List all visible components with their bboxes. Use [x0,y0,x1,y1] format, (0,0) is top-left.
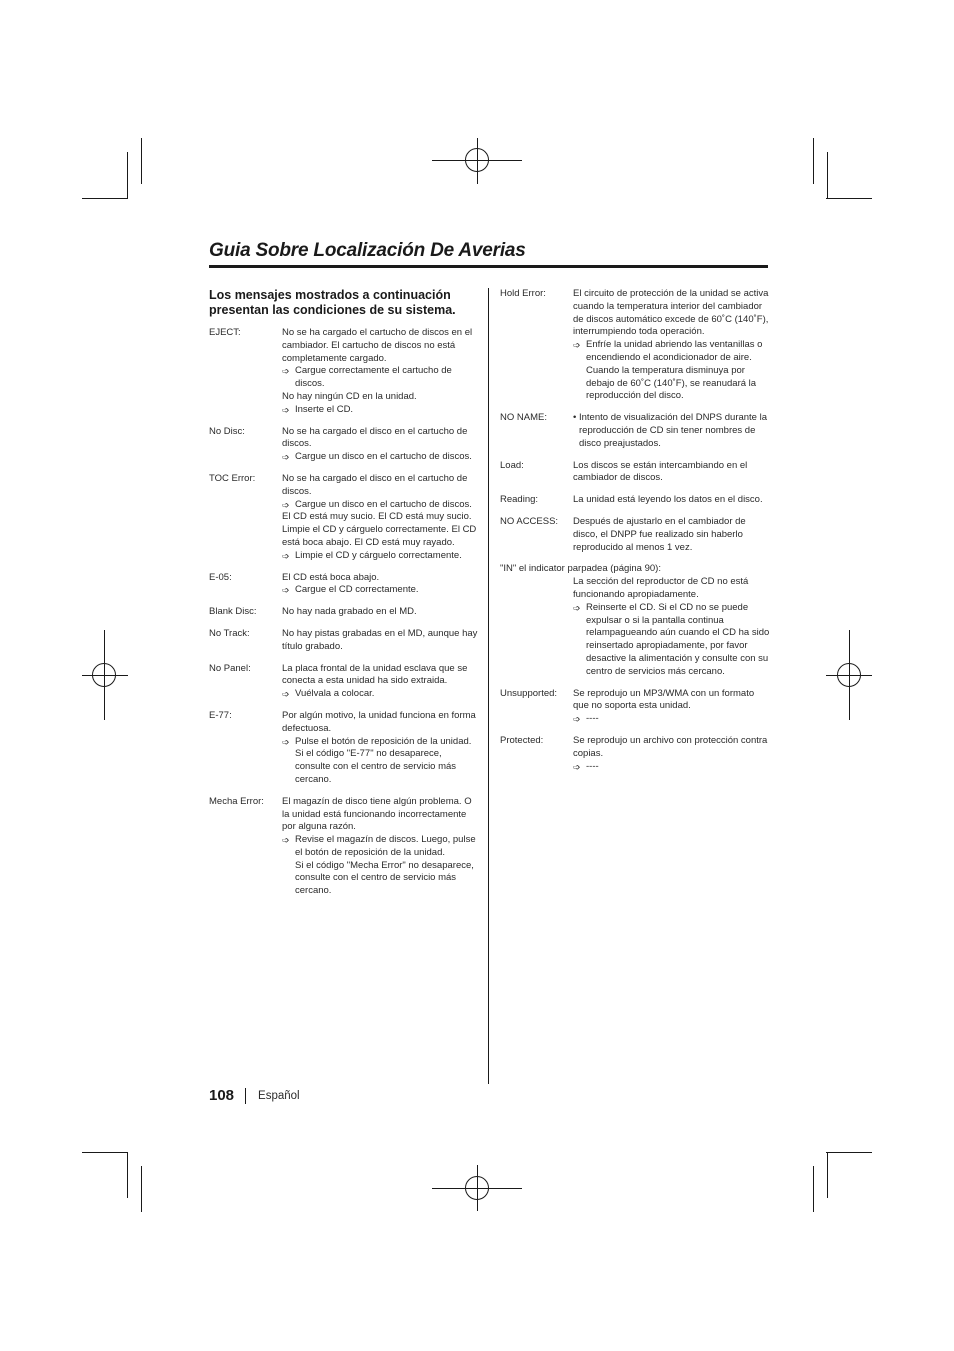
message-content [282,663,479,701]
remedy-line [573,713,770,726]
message-content [573,735,770,773]
message-entry [209,796,479,898]
remedy-line [573,602,770,679]
remedy-line [282,584,479,597]
remedy-line [282,365,479,391]
message-text: Los discos se están intercambiando en el cambiador de discos. [573,459,748,484]
remedy-text: Vuélvala a colocar. [295,688,375,700]
remedy-text: Pulse el botón de reposición de la unidad. Si el código "E-77" no desaparece, consulte con el centro de servicio más cercano. [295,735,472,785]
message-content [573,494,770,507]
message-label: No Disc: [209,425,245,437]
message-label: Hold Error: [500,288,546,299]
page-footer [209,1087,300,1104]
arrow-right-icon: ➩ [282,736,290,747]
remedy-text: ---- [586,760,599,772]
page-title: Guia Sobre Localización De Averias [209,240,526,261]
message-entry [209,327,479,417]
message-label: "IN" el indicator parpadea (página 90): [500,563,661,575]
message-label: TOC Error: [209,472,256,484]
message-entry [500,460,770,486]
remedy-line [282,736,479,787]
message-content [282,426,479,464]
remedy-text: Enfríe la unidad abriendo las ventanillas o encendiendo el acondicionador de aire. Cuando la temperatura disminuya por debajo de 60˚C (140˚F), se reanudará la reproducción del disco. [586,339,763,402]
right-message-list [500,288,770,773]
arrow-right-icon: ➩ [573,340,581,351]
message-text: El circuito de protección de la unidad se activa cuando la temperatura interior del cambiador de discos automático excede de 60˚C (140˚F), interrumpiendo toda operación. [573,288,769,338]
remedy-line [573,761,770,774]
message-content [282,606,479,619]
remedy-text: Cargue el CD correctamente. [295,584,419,596]
message-text: La placa frontal de la unidad esclava que se conecta a esta unidad ha sido extraida. [282,662,468,687]
message-content [573,688,770,726]
message-text: Se reprodujo un archivo con protección contra copias. [573,734,768,759]
message-content [282,473,479,563]
message-content [573,288,770,403]
message-text: Después de ajustarlo en el cambiador de disco, el DNPP fue realizado sin haberlo reproducido al menos 1 vez. [573,515,746,553]
message-entry [500,563,770,678]
message-text: El magazín de disco tiene algún problema. O la unidad está funcionando incorrectamente por alguna razón. [282,795,472,833]
message-entry [500,288,770,403]
remedy-line [282,404,479,417]
arrow-right-icon: ➩ [282,585,290,596]
remedy-text: Limpie el CD y cárguelo correctamente. [295,549,462,561]
message-label: NO NAME: [500,412,547,424]
message-content [282,628,479,654]
footer-divider [245,1088,246,1104]
bullet-text: Intento de visualización del DNPS durante la reproducción de CD sin tener nombres de disco preajustados. [579,412,768,449]
message-label: No Track: [209,627,250,639]
message-label: Load: [500,459,524,471]
message-content [500,576,770,678]
message-label: Reading: [500,494,539,506]
remedy-text: Cargue correctamente el cartucho de discos. [295,365,452,390]
arrow-right-icon: ➩ [573,714,581,725]
remedy-text: Revise el magazín de discos. Luego, pulse el botón de reposición de la unidad. [295,834,476,858]
title-rule [209,265,768,268]
left-column [209,288,479,907]
message-text: Por algún motivo, la unidad funciona en forma defectuosa. [282,709,476,734]
message-text: Se reprodujo un MP3/WMA con un formato que no soporta esta unidad. [573,687,755,712]
remedy-line [282,834,479,860]
column-divider [488,288,489,1084]
arrow-right-icon: ➩ [282,366,290,377]
message-label: No Panel: [209,662,251,674]
message-text: La unidad está leyendo los datos en el disco. [573,494,763,506]
message-label: Mecha Error: [209,795,264,807]
arrow-right-icon: ➩ [282,835,290,846]
arrow-right-icon: ➩ [573,602,581,613]
message-text: El CD está muy sucio. El CD está muy sucio. Limpie el CD y cárguelo correctamente. El CD está boca abajo. El CD está muy rayado. [282,511,477,548]
remedy-text: ---- [586,713,599,725]
message-entry [209,606,479,619]
message-entry [209,572,479,598]
message-entry [209,473,479,563]
message-entry [500,516,770,554]
message-content [282,327,479,417]
footer-language: Español [258,1089,300,1102]
message-content [573,516,770,554]
arrow-right-icon: ➩ [282,550,290,561]
intro-heading: Los mensajes mostrados a continuación presentan las condiciones de su sistema. [209,288,456,317]
message-text: No se ha cargado el cartucho de discos en el cambiador. El cartucho de discos no está completamente cargado. [282,327,473,364]
message-content [573,460,770,486]
remedy-line [282,451,479,464]
arrow-right-icon: ➩ [282,499,290,510]
bullet-icon: • [573,412,577,424]
remedy-line [282,550,479,563]
message-content [282,796,479,898]
remedy-text: Cargue un disco en el cartucho de discos. [295,498,472,510]
arrow-right-icon: ➩ [282,404,290,415]
remedy-text: Reinserte el CD. Si el CD no se puede expulsar o si la pantalla continua relampagueando aún cuando el CD ha sido reinsertado apropiadamente, por favor desactive la alimentación y consulte con su centro de servicios más cercano. [586,601,770,677]
message-text: La sección del reproductor de CD no está funcionando apropiadamente. [573,576,749,600]
message-label: EJECT: [209,327,241,338]
message-entry [500,412,770,450]
remedy-line [282,688,479,701]
remedy-text: Inserte el CD. [295,403,354,415]
message-label: Unsupported: [500,687,558,699]
message-entry [500,688,770,726]
remedy-continuation: Si el código "Mecha Error" no desaparece, consulte con el centro de servicio más cercano. [295,859,474,897]
message-content [573,412,770,450]
message-entry [209,628,479,654]
remedy-text: Cargue un disco en el cartucho de discos. [295,451,472,463]
message-text: No se ha cargado el disco en el cartucho de discos. [282,425,468,450]
message-text: No hay ningún CD en la unidad. [282,390,417,402]
message-entry [209,426,479,464]
page-number: 108 [209,1087,235,1104]
message-text: No se ha cargado el disco en el cartucho de discos. [282,472,468,497]
message-label: E-77: [209,709,232,721]
message-label: E-05: [209,571,232,583]
message-label: NO ACCESS: [500,515,559,527]
arrow-right-icon: ➩ [573,761,581,772]
message-label: Blank Disc: [209,606,257,618]
remedy-line [573,339,770,403]
message-entry [209,710,479,787]
message-text: No hay nada grabado en el MD. [282,606,417,618]
message-text: No hay pistas grabadas en el MD, aunque hay título grabado. [282,627,478,652]
remedy-line [282,499,479,512]
message-content [282,710,479,787]
message-entry [209,663,479,701]
message-label: Protected: [500,734,544,746]
message-entry [500,494,770,507]
arrow-right-icon: ➩ [282,452,290,463]
message-content [282,572,479,598]
left-message-list [209,327,479,898]
message-text: El CD está boca abajo. [282,571,380,583]
bullet-line [573,412,770,450]
right-column [500,288,770,782]
arrow-right-icon: ➩ [282,689,290,700]
message-entry [500,735,770,773]
